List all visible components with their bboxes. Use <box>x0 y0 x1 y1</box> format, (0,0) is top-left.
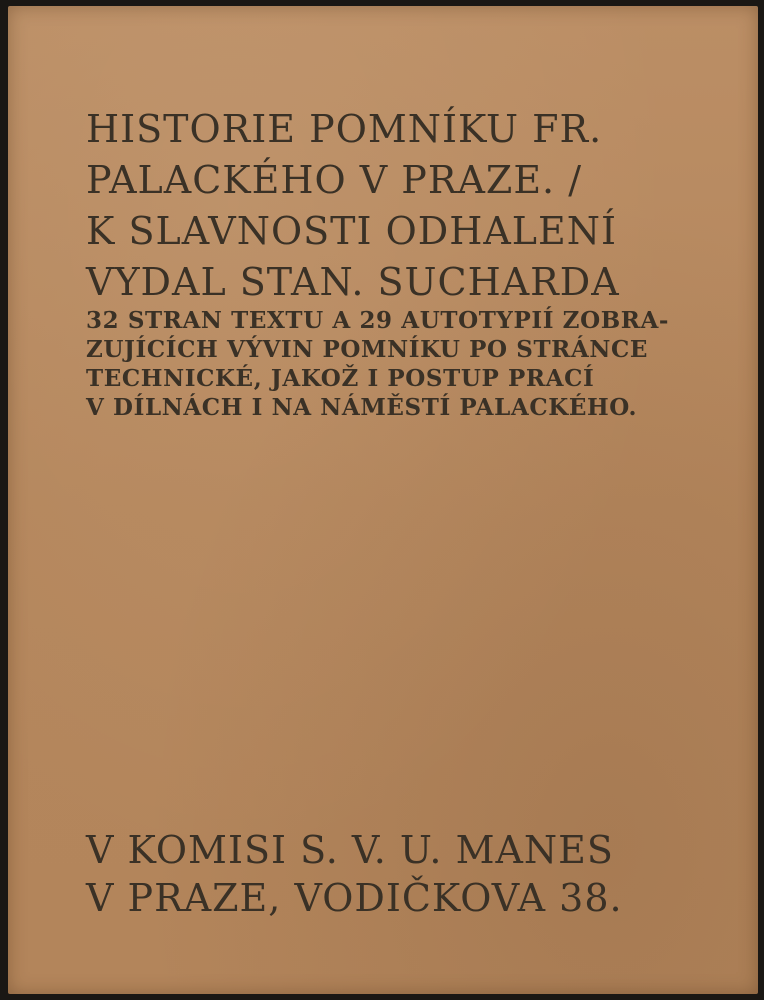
book-cover <box>8 6 758 994</box>
imprint-line: V PRAZE, VODIČKOVA 38. <box>86 876 623 920</box>
title-line: PALACKÉHO V PRAZE. / <box>86 158 583 202</box>
description-line: TECHNICKÉ, JAKOŽ I POSTUP PRACÍ <box>86 365 595 392</box>
description-line: ZUJÍCÍCH VÝVIN POMNÍKU PO STRÁNCE <box>86 336 648 363</box>
title-line: HISTORIE POMNÍKU FR. <box>86 107 603 151</box>
description-line: V DÍLNÁCH I NA NÁMĚSTÍ PALACKÉHO. <box>86 394 638 421</box>
cover-description <box>86 306 669 422</box>
cover-title <box>86 104 620 308</box>
title-line: K SLAVNOSTI ODHALENÍ <box>86 209 618 253</box>
title-line: VYDAL STAN. SUCHARDA <box>86 260 620 304</box>
cover-imprint <box>86 826 623 922</box>
imprint-line: V KOMISI S. V. U. MANES <box>86 828 614 872</box>
description-line: 32 STRAN TEXTU A 29 AUTOTYPIÍ ZOBRA- <box>86 307 670 334</box>
